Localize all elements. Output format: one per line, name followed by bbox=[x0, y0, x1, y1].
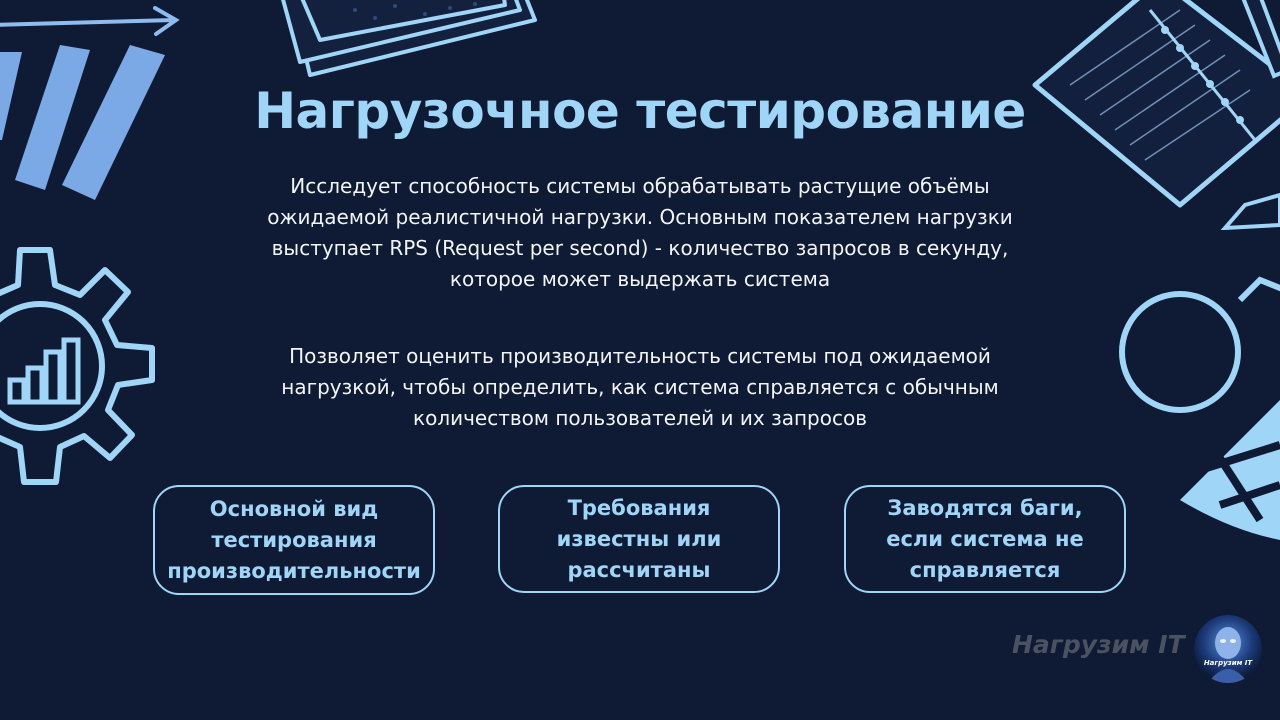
feature-card-3 bbox=[844, 485, 1126, 593]
feature-card-2 bbox=[498, 485, 780, 593]
feature-card-label: Заводятся баги, если система не справляется bbox=[886, 495, 1084, 582]
description-paragraph-1: Исследует способность системы обрабатывать растущие объёмы ожидаемой реалистичной нагрузки. Основным показателем нагрузки выступает RPS (Request per second) - количество запросов в секунду, которое может выдержать система bbox=[267, 174, 1013, 291]
avatar-icon bbox=[1194, 615, 1262, 683]
feature-card-1 bbox=[153, 485, 435, 595]
description-paragraph-2: Позволяет оценить производительность системы под ожидаемой нагрузкой, чтобы определить, как система справляется с обычным количеством пользователей и их запросов bbox=[281, 344, 999, 430]
papers-icon bbox=[265, 0, 545, 80]
gear-circle-icon bbox=[1110, 270, 1280, 570]
page-title: Нагрузочное тестирование bbox=[254, 82, 1026, 140]
feature-card-label: Требования известны или рассчитаны bbox=[556, 495, 722, 582]
brand-name: Нагрузим IT bbox=[1012, 630, 1185, 659]
feature-card-label: Основной вид тестирования производительности bbox=[167, 496, 421, 583]
avatar-caption: Нагрузим IT bbox=[1203, 659, 1253, 667]
